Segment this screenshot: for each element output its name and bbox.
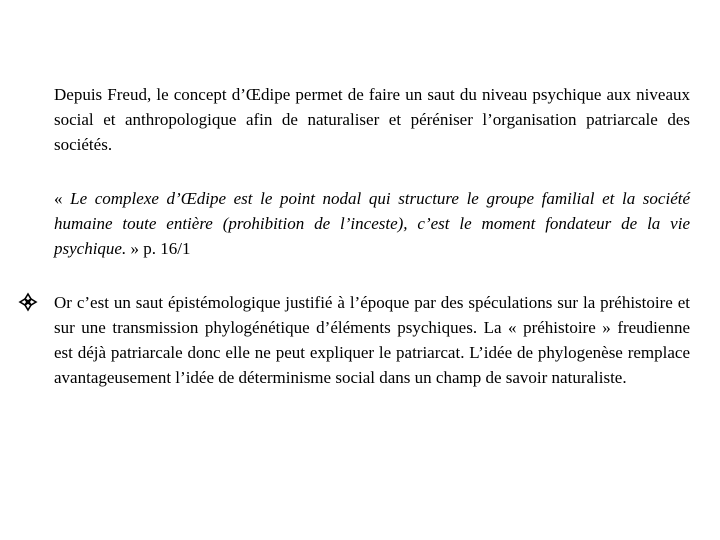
intro-paragraph: Depuis Freud, le concept d’Œdipe permet de faire un saut du niveau psychique aux niveaux social et anthropologique afin de naturaliser et péréniser l’organisation patriarcale des sociétés. bbox=[54, 85, 690, 154]
quote-body: Le complexe d’Œdipe est le point nodal qui structure le groupe familial et la société humaine toute entière (prohibition de l’inceste), c’est le moment fondateur de la vie psychique. bbox=[54, 189, 691, 258]
diamond-bullet-icon bbox=[18, 292, 38, 312]
bullet-paragraph: Or c’est un saut épistémologique justifié à l’époque par des spéculations sur la préhistoire et sur une transmission phylogénétique d’éléments psychiques. La « préhistoire » freudienne est déjà patriarcale donc elle ne peut expliquer le patriarcat. L’idée de phylogenèse remplace avantageusement l’idée de déterminisme social dans un champ de savoir naturaliste. bbox=[54, 293, 690, 387]
quote-citation: » p. 16/1 bbox=[126, 239, 191, 258]
quote-open-mark: « bbox=[54, 189, 71, 208]
quote-paragraph bbox=[54, 186, 690, 261]
